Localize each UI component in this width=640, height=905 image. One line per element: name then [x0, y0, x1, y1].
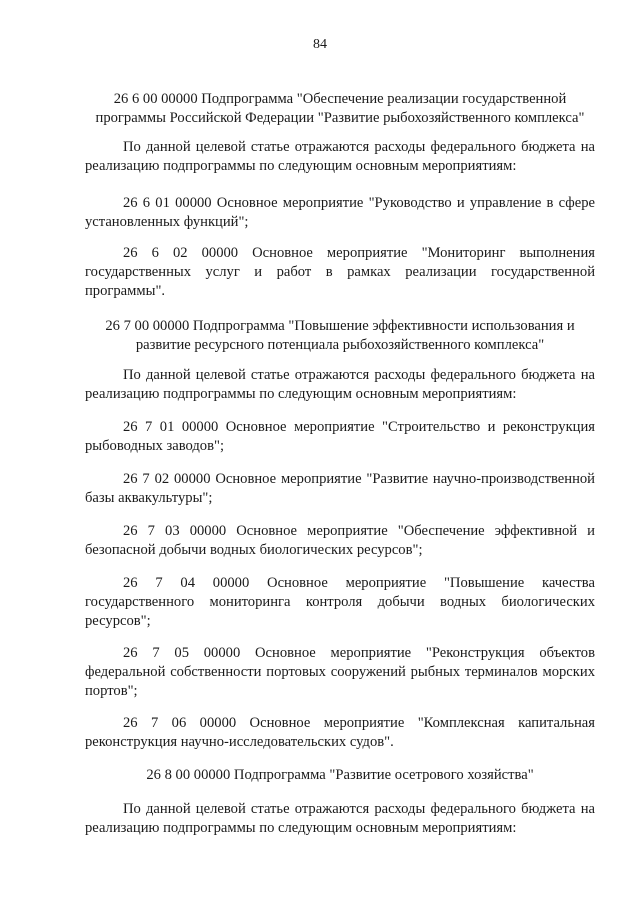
- page-number: 84: [313, 37, 327, 52]
- section-intro-26-8: По данной целевой статье отражаются расходы федерального бюджета на реализацию подпрограммы по следующим основным мероприятиям:: [85, 801, 595, 836]
- item-26-7-04: 26 7 04 00000 Основное мероприятие "Повышение качества государственного мониторинга контроля добычи водных биологических ресурсов";: [85, 575, 595, 629]
- item-26-7-03: 26 7 03 00000 Основное мероприятие "Обеспечение эффективной и безопасной добычи водных биологических ресурсов";: [85, 523, 595, 558]
- item-26-6-02: 26 6 02 00000 Основное мероприятие "Мониторинг выполнения государственных услуг и работ в рамках реализации государственной программы".: [85, 245, 595, 299]
- section-intro-26-7: По данной целевой статье отражаются расходы федерального бюджета на реализацию подпрограммы по следующим основным мероприятиям:: [85, 367, 595, 402]
- item-26-6-01: 26 6 01 00000 Основное мероприятие "Руководство и управление в сфере установленных функций";: [85, 195, 595, 230]
- section-heading-26-6: 26 6 00 00000 Подпрограмма "Обеспечение реализации государственной программы Российской Федерации "Развитие рыбохозяйственного комплекса": [95, 91, 585, 126]
- section-heading-26-8: 26 8 00 00000 Подпрограмма "Развитие осетрового хозяйства": [146, 767, 534, 783]
- item-26-7-02: 26 7 02 00000 Основное мероприятие "Развитие научно-производственной базы аквакультуры";: [85, 471, 595, 506]
- item-26-7-05: 26 7 05 00000 Основное мероприятие "Реконструкция объектов федеральной собственности портовых сооружений рыбных терминалов морских портов";: [85, 645, 595, 699]
- section-heading-26-7: 26 7 00 00000 Подпрограмма "Повышение эффективности использования и развитие ресурсного потенциала рыбохозяйственного комплекса": [105, 318, 575, 353]
- item-26-7-06: 26 7 06 00000 Основное мероприятие "Комплексная капитальная реконструкция научно-исследовательских судов".: [85, 715, 595, 750]
- section-intro-26-6: По данной целевой статье отражаются расходы федерального бюджета на реализацию подпрограммы по следующим основным мероприятиям:: [85, 139, 595, 174]
- item-26-7-01: 26 7 01 00000 Основное мероприятие "Строительство и реконструкция рыбоводных заводов";: [85, 419, 595, 454]
